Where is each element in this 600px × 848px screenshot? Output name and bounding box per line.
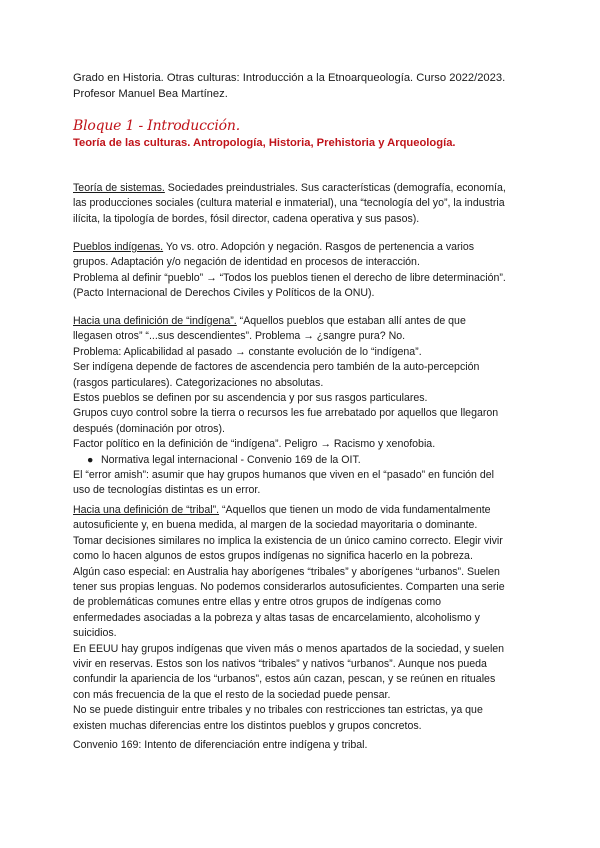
paragraph-line: existen muchas diferencias entre los distintos pueblos y grupos concretos. [73, 719, 422, 732]
paragraph-line: con más frecuencia de la que el resto de la sociedad puede pensar. [73, 688, 391, 701]
block-title: Bloque 1 - Introducción. [73, 118, 240, 134]
paragraph-line: No se puede distinguir entre tribales y no tribales con restricciones tan estrictas, ya que [73, 704, 483, 717]
paragraph-line: como lo hacen algunos de estos grupos indígenas no significa hacerlo en la pobreza. [73, 550, 473, 563]
paragraph-line: Sociedades preindustriales. Sus características (demografía, economía, [164, 182, 506, 194]
paragraph-line: Estos pueblos se definen por su ascendencia y por sus rasgos particulares. [73, 392, 428, 405]
section-definicion-indigena [73, 314, 553, 499]
section-definicion-tribal [73, 503, 553, 734]
paragraph-line: vivir en reservas. Estos son los nativos “tribales” y nativos “urbanos”. Aunque nos pueda [73, 658, 487, 671]
paragraph-line: En EEUU hay grupos indígenas que viven más o menos apartados de la sociedad, y suelen [73, 642, 505, 655]
section-heading: Teoría de sistemas. [73, 182, 165, 194]
section-teoria-sistemas [73, 181, 553, 227]
course-line: Grado en Historia. Otras culturas: Introducción a la Etnoarqueología. Curso 2022/2023. [73, 72, 506, 84]
section-convenio [73, 738, 553, 753]
paragraph-line: uso de tecnologías distintas es un error. [73, 484, 261, 497]
paragraph-line: (rasgos particulares). Categorizaciones no absolutas. [73, 376, 324, 389]
section-heading: Hacia una definición de “tribal”. [73, 504, 220, 516]
paragraph-line: las producciones sociales (cultura material e inmaterial), una “tecnología del yo”, la industria [73, 197, 505, 210]
paragraph-line: Problema: Aplicabilidad al pasado → constante evolución de lo “indígena”. [73, 345, 422, 358]
paragraph-line: después (dominación por otros). [73, 422, 225, 435]
list-item-text: Normativa legal internacional - Convenio 169 de la OIT. [101, 453, 361, 466]
paragraph-line: de problemáticas comunes entre ellas y entre otros grupos de indígenas como [73, 596, 442, 609]
paragraph-line: Convenio 169: Intento de diferenciación entre indígena y tribal. [73, 739, 368, 751]
paragraph-line: “Aquellos pueblos que estaban allí antes de que [236, 315, 466, 327]
block-subtitle: Teoría de las culturas. Antropología, Historia, Prehistoria y Arqueología. [73, 137, 456, 149]
section-heading: Hacia una definición de “indígena”. [73, 315, 237, 327]
paragraph-line: enfermedades asociadas a la pobreza y altas tasas de encarcelamiento, alcoholismo y [73, 611, 480, 624]
paragraph-line: Grupos cuyo control sobre la tierra o recursos les fue arrebatado por aquellos que llegaron [73, 407, 499, 420]
bullet-icon: ● [87, 453, 94, 466]
paragraph-line: Factor político en la definición de “indígena”. Peligro → Racismo y xenofobia. [73, 438, 436, 451]
section-pueblos-indigenas [73, 240, 553, 302]
paragraph-line: llegasen otros” “...sus descendientes”. Problema → ¿sangre pura? No. [73, 330, 406, 343]
professor-line: Profesor Manuel Bea Martínez. [73, 88, 228, 100]
paragraph-line: Tomar decisiones similares no implica la existencia de un único camino correcto. Elegir vivir [73, 534, 503, 547]
paragraph-line: El “error amish”: asumir que hay grupos humanos que viven en el “pasado” en función del [73, 469, 495, 482]
list-item [73, 453, 553, 468]
section-heading: Pueblos indígenas. [73, 241, 164, 253]
paragraph-line: ilícita, la tipología de bordes, fósil director, cadena operativa y sus pasos). [73, 212, 420, 225]
paragraph-line: confundir la apariencia de los “urbanos”, estos aún cazan, pescan, y se reúnen en rituales [73, 673, 496, 686]
paragraph-line: grupos. Adaptación y/o negación de identidad en procesos de interacción. [73, 256, 420, 269]
course-header [73, 70, 543, 102]
paragraph-line: tener sus propias lenguas. No podemos considerarlos autosuficientes. Comparten una serie [73, 581, 505, 594]
paragraph-line: Ser indígena depende de factores de ascendencia pero también de la auto-percepción [73, 361, 480, 374]
paragraph-line: Yo vs. otro. Adopción y negación. Rasgos de pertenencia a varios [163, 241, 475, 253]
paragraph-line: Problema al definir “pueblo” → “Todos los pueblos tienen el derecho de libre determinación”. [73, 271, 506, 284]
paragraph-line: Algún caso especial: en Australia hay aborígenes “tribales” y aborígenes “urbanos”. Suelen [73, 565, 500, 578]
paragraph-line: suicidios. [73, 627, 117, 640]
paragraph-line: (Pacto Internacional de Derechos Civiles y Políticos de la ONU). [73, 287, 375, 300]
paragraph-line: “Aquellos que tienen un modo de vida fundamentalmente [219, 504, 491, 516]
paragraph-line: autosuficiente y, en buena medida, al margen de la sociedad mayoritaria o dominante. [73, 519, 478, 532]
